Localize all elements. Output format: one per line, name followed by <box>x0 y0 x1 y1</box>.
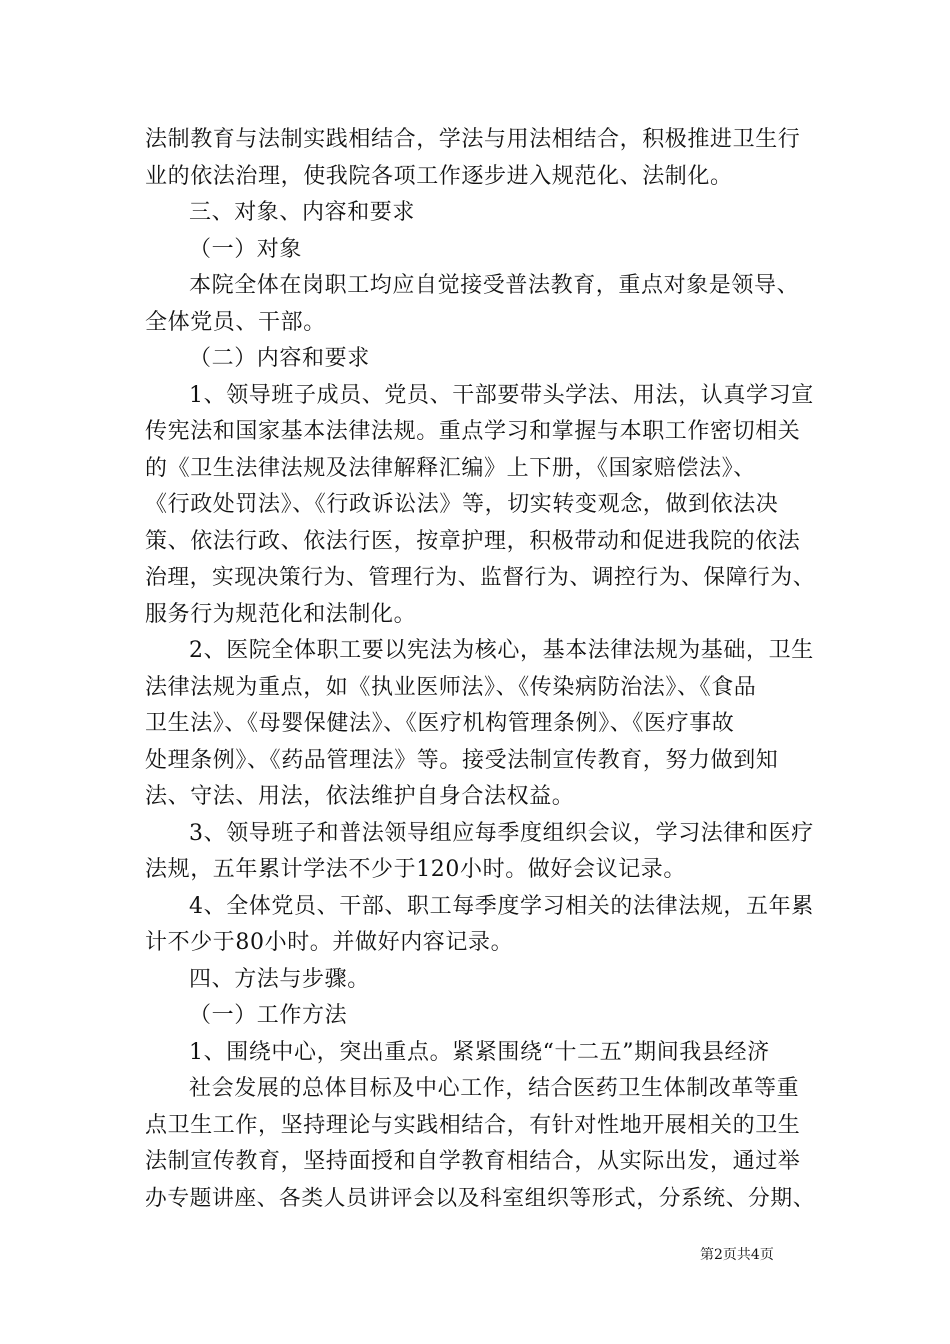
text-line: 法制教育与法制实践相结合，学法与用法相结合，积极推进卫生行 <box>145 127 801 152</box>
text-line: 的《卫生法律法规及法律解释汇编》上下册，《国家赔偿法》、 <box>145 456 756 481</box>
section-heading: 三、对象、内容和要求 <box>189 200 416 225</box>
text-line: 点卫生工作，坚持理论与实践相结合，有针对性地开展相关的卫生 <box>145 1113 801 1138</box>
text-line: 服务行为规范化和法制化。 <box>145 602 417 627</box>
text-line: 3、领导班子和普法领导组应每季度组织会议，学习法律和医疗 <box>189 821 814 846</box>
text-line: 全体党员、干部。 <box>145 310 326 335</box>
text-line: 法规，五年累计学法不少于120小时。做好会议记录。 <box>145 857 686 882</box>
text-line: 办专题讲座、各类人员讲评会以及科室组织等形式，分系统、分期、 <box>145 1186 816 1211</box>
subsection-heading: （一）工作方法 <box>189 1003 348 1028</box>
text-line: 4、全体党员、干部、职工每季度学习相关的法律法规，五年累 <box>189 894 814 919</box>
text-line: 法制宣传教育，坚持面授和自学教育相结合，从实际出发，通过举 <box>145 1149 801 1174</box>
text-line: 1、领导班子成员、党员、干部要带头学法、用法，认真学习宣 <box>189 383 814 408</box>
text-line: 2、医院全体职工要以宪法为核心，基本法律法规为基础，卫生 <box>189 638 814 663</box>
text-line: 计不少于80小时。并做好内容记录。 <box>145 930 514 955</box>
subsection-heading: （一）对象 <box>189 237 303 262</box>
text-line: 传宪法和国家基本法律法规。重点学习和掌握与本职工作密切相关 <box>145 419 801 444</box>
text-line: 本院全体在岗职工均应自觉接受普法教育，重点对象是领导、 <box>189 273 800 298</box>
text-line: 法、守法、用法，依法维护自身合法权益。 <box>145 784 575 809</box>
text-line: 《行政处罚法》、《行政诉讼法》等，切实转变观念，做到依法决 <box>145 492 779 517</box>
text-line: 1、围绕中心，突出重点。紧紧围绕“十二五”期间我县经济 <box>189 1040 770 1065</box>
text-line: 社会发展的总体目标及中心工作，结合医药卫生体制改革等重 <box>189 1076 800 1101</box>
text-line: 业的依法治理，使我院各项工作逐步进入规范化、法制化。 <box>145 164 733 189</box>
text-line: 卫生法》、《母婴保健法》、《医疗机构管理条例》、《医疗事故 <box>145 711 735 736</box>
text-line: 策、依法行政、依法行医，按章护理，积极带动和促进我院的依法 <box>145 529 801 554</box>
text-line: 处理条例》、《药品管理法》等。接受法制宣传教育，努力做到知 <box>145 748 779 773</box>
section-heading: 四、方法与步骤。 <box>189 967 370 992</box>
text-line: 法律法规为重点，如《执业医师法》、《传染病防治法》、《食品 <box>145 675 757 700</box>
text-line: 治理，实现决策行为、管理行为、监督行为、调控行为、保障行为、 <box>145 565 816 590</box>
page-number: 第2页共4页 <box>700 1247 774 1263</box>
subsection-heading: （二）内容和要求 <box>189 346 370 371</box>
